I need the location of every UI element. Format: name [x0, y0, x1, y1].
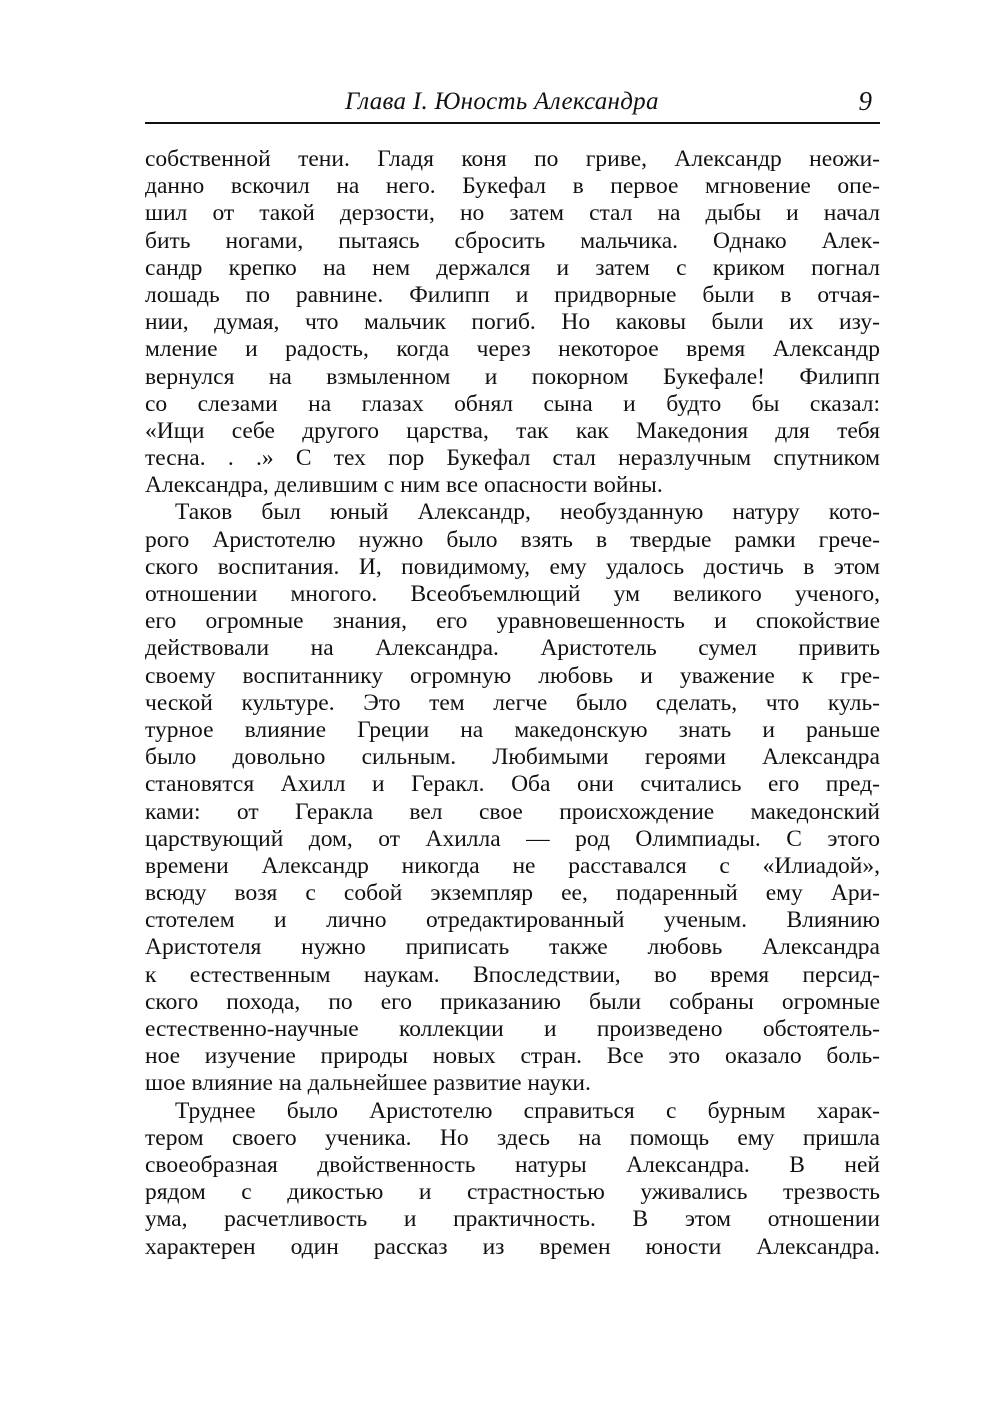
text-line: ческой культуре. Это тем легче было сделать, что куль- [145, 689, 880, 716]
text-line: к естественным наукам. Впоследствии, во время персид- [145, 961, 880, 988]
text-line: становятся Ахилл и Геракл. Оба они считались его пред- [145, 771, 880, 798]
text-line: вернулся на взмыленном и покорном Букефале! Филипп [145, 363, 880, 390]
text-line: собственной тени. Гладя коня по гриве, Александр неожи- [145, 146, 880, 172]
text-line: Александра, делившим с ним все опасности войны. [145, 472, 663, 499]
text-line: шое влияние на дальнейшее развитие науки. [145, 1070, 591, 1097]
text-line: сандр крепко на нем держался и затем с криком погнал [145, 254, 880, 281]
text-line: ского воспитания. И, повидимому, ему удалось достичь в этом [145, 553, 880, 580]
text-line: его огромные знания, его уравновешенность и спокойствие [145, 608, 880, 635]
text-line: действовали на Александра. Аристотель сумел привить [145, 635, 880, 662]
text-line: Аристотеля нужно приписать также любовь Александра [145, 934, 880, 961]
text-line: турное влияние Греции на македонскую знать и раньше [145, 716, 880, 743]
running-head: Глава I. Юность Александра [345, 88, 659, 115]
text-line: Таков был юный Александр, необузданную натуру кото- [175, 499, 880, 526]
text-line: ное изучение природы новых стран. Все это оказало боль- [145, 1043, 880, 1070]
text-line: нии, думая, что мальчик погиб. Но каковы были их изу- [145, 309, 880, 336]
text-line: ского похода, по его приказанию были собраны огромные [145, 988, 880, 1015]
text-line: царствующий дом, от Ахилла — род Олимпиады. С этого [145, 825, 880, 852]
text-line: отношении многого. Всеобъемлющий ум великого ученого, [145, 581, 880, 607]
text-line: всюду возя с собой экземпляр ее, подаренный ему Ари- [145, 880, 880, 907]
text-line: характерен один рассказ из времен юности Александра. [145, 1233, 880, 1260]
text-line: ками: от Геракла вел свое происхождение македонский [145, 798, 880, 825]
text-line: своеобразная двойственность натуры Александра. В ней [145, 1151, 880, 1178]
text-line: Труднее было Аристотелю справиться с бурным харак- [175, 1097, 880, 1124]
page-header [145, 86, 880, 124]
text-line: стотелем и лично отредактированный ученым. Влиянию [145, 907, 880, 934]
header-rule [145, 122, 880, 124]
text-line: лошадь по равнине. Филипп и придворные были в отчая- [145, 281, 880, 308]
text-line: естественно-научные коллекции и произведено обстоятель- [145, 1016, 880, 1042]
text-line: рядом с дикостью и страстностью уживались трезвость [145, 1179, 880, 1206]
text-line: тесна. . .» С тех пор Букефал стал неразлучным спутником [145, 445, 880, 472]
text-line: со слезами на глазах обнял сына и будто бы сказал: [145, 390, 880, 417]
text-line: бить ногами, пытаясь сбросить мальчика. Однако Алек- [145, 227, 880, 254]
text-line: было довольно сильным. Любимыми героями Александра [145, 744, 880, 771]
text-line: ума, расчетливость и практичность. В этом отношении [145, 1206, 880, 1233]
text-line: данно вскочил на него. Букефал в первое мгновение опе- [145, 173, 880, 200]
text-line: мление и радость, когда через некоторое время Александр [145, 336, 880, 363]
text-line: «Ищи себе другого царства, так как Македония для тебя [145, 417, 880, 444]
page-number: 9 [858, 86, 872, 116]
text-line: рого Аристотелю нужно было взять в твердые рамки грече- [145, 526, 880, 553]
text-line: тером своего ученика. Но здесь на помощь ему пришла [145, 1124, 880, 1151]
text-line: своему воспитаннику огромную любовь и уважение к гре- [145, 662, 880, 689]
text-line: шил от такой дерзости, но затем стал на дыбы и начал [145, 200, 880, 227]
body-text [145, 146, 880, 1261]
text-line: времени Александр никогда не расставался с «Илиадой», [145, 852, 880, 879]
